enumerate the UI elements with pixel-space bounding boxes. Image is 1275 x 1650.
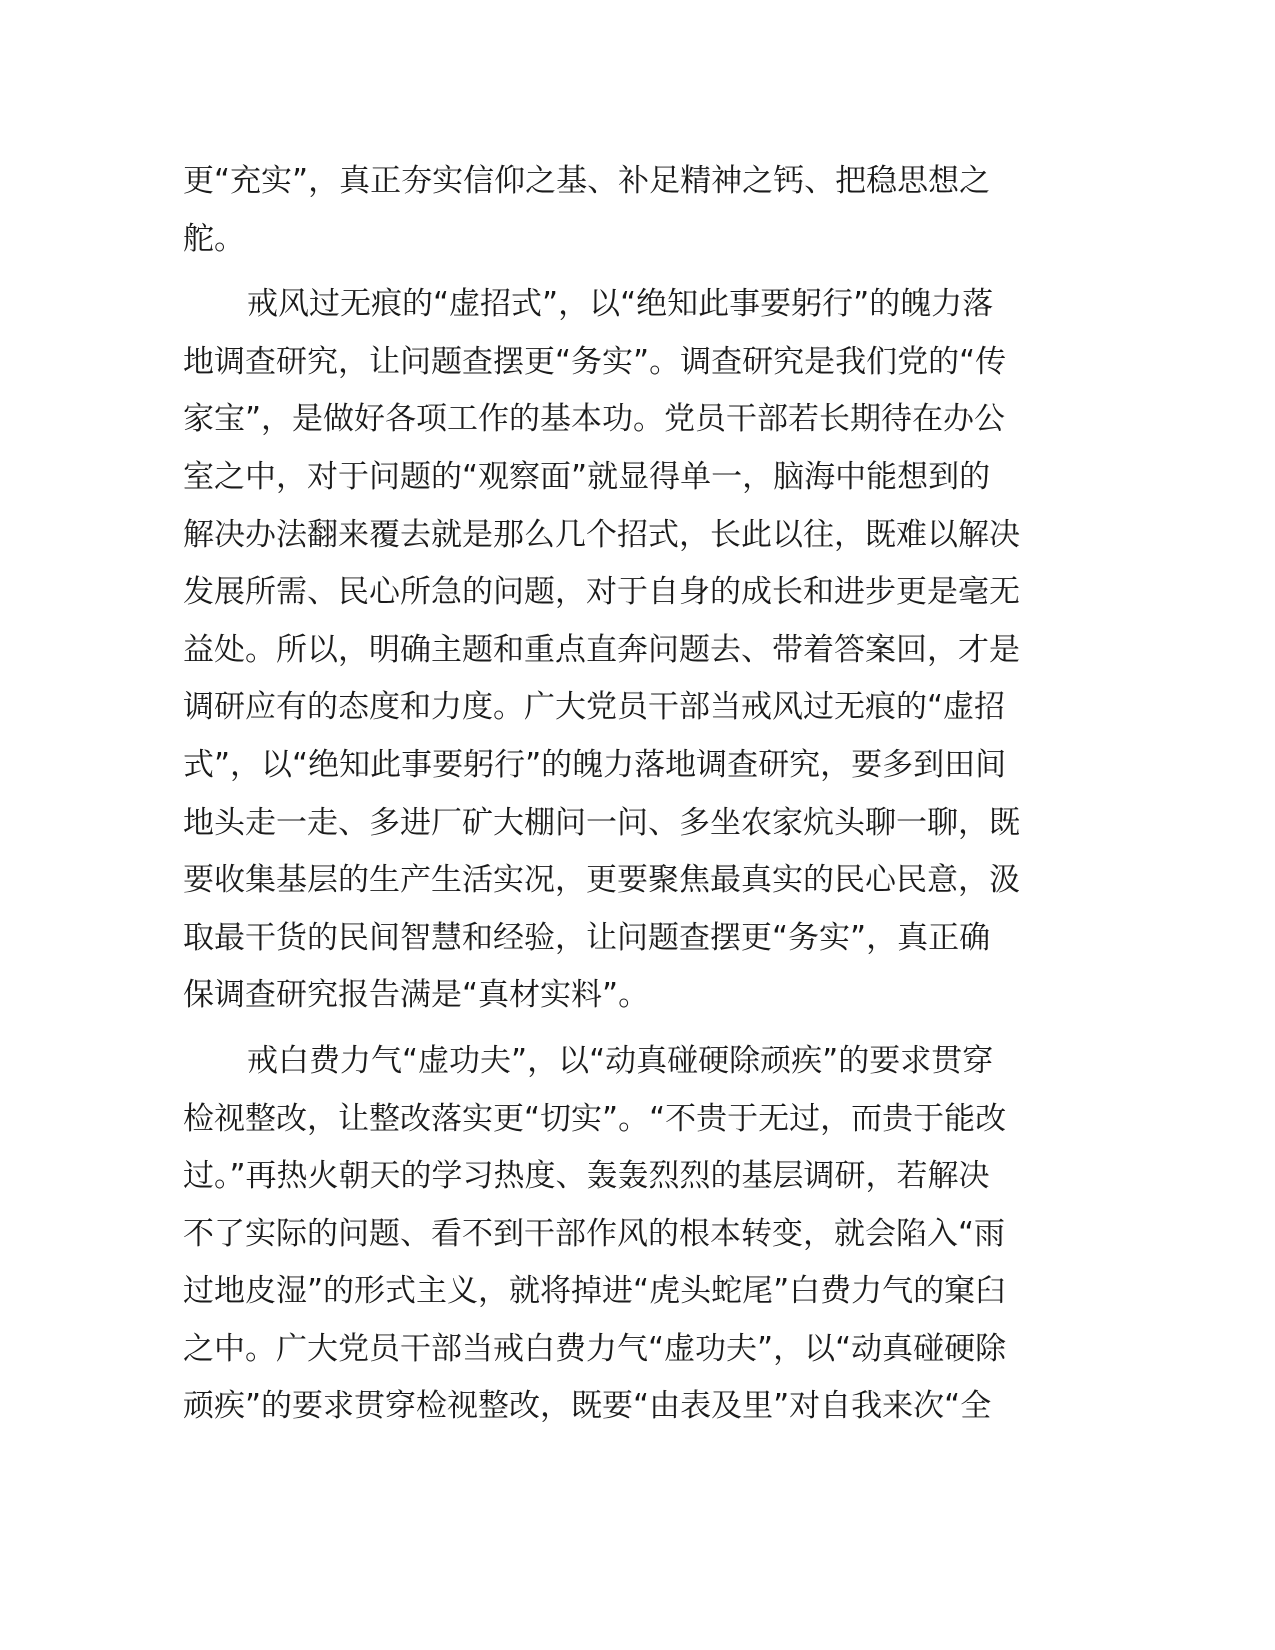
text-line: 益处。所以，明确主题和重点直奔问题去、带着答案回，才是 — [183, 631, 1020, 668]
text-line: 式”，以“绝知此事要躬行”的魄力落地调查研究，要多到田间 — [183, 746, 1007, 783]
text-line: 更“充实”，真正夯实信仰之基、补足精神之钙、把稳思想之 — [183, 163, 991, 199]
text-line: 保调查研究报告满是“真材实料”。 — [183, 977, 650, 1014]
paragraph — [183, 276, 1083, 1025]
text-line: 地头走一走、多进厂矿大棚问一问、多坐农家炕头聊一聊，既 — [183, 804, 1020, 841]
text-line: 戒白费力气“虚功夫”，以“动真碰硬除顽疾”的要求贯穿 — [247, 1042, 994, 1079]
paragraph — [183, 1033, 1083, 1436]
text-line: 不了实际的问题、看不到干部作风的根本转变，就会陷入“雨 — [183, 1215, 1006, 1252]
text-line: 过。”再热火朝天的学习热度、轰轰烈烈的基层调研，若解决 — [183, 1158, 990, 1195]
text-line: 戒风过无痕的“虚招式”，以“绝知此事要躬行”的魄力落 — [247, 286, 994, 323]
text-line: 家宝”，是做好各项工作的基本功。党员干部若长期待在办公 — [183, 401, 1006, 438]
text-line: 顽疾”的要求贯穿检视整改，既要“由表及里”对自我来次“全 — [183, 1388, 992, 1425]
text-line: 之中。广大党员干部当戒白费力气“虚功夫”，以“动真碰硬除 — [183, 1330, 1007, 1367]
text-line: 过地皮湿”的形式主义，就将掉进“虎头蛇尾”白费力气的窠臼 — [183, 1273, 1007, 1310]
body-text — [183, 153, 1083, 1436]
text-line: 地调查研究，让问题查摆更“务实”。调查研究是我们党的“传 — [183, 343, 1007, 380]
text-line: 发展所需、民心所急的问题，对于自身的成长和进步更是毫无 — [183, 574, 1020, 611]
text-line: 调研应有的态度和力度。广大党员干部当戒风过无痕的“虚招 — [183, 689, 1006, 726]
paragraph — [183, 153, 1083, 268]
text-line: 解决办法翻来覆去就是那么几个招式，长此以往，既难以解决 — [183, 516, 1020, 553]
text-line: 检视整改，让整改落实更“切实”。“不贵于无过，而贵于能改 — [183, 1100, 1007, 1137]
text-line: 舵。 — [183, 220, 245, 257]
text-line: 要收集基层的生产生活实况，更要聚焦最真实的民心民意，汲 — [183, 862, 1020, 899]
text-line: 室之中，对于问题的“观察面”就显得单一，脑海中能想到的 — [183, 458, 991, 495]
text-line: 取最干货的民间智慧和经验，让问题查摆更“务实”，真正确 — [183, 919, 991, 956]
